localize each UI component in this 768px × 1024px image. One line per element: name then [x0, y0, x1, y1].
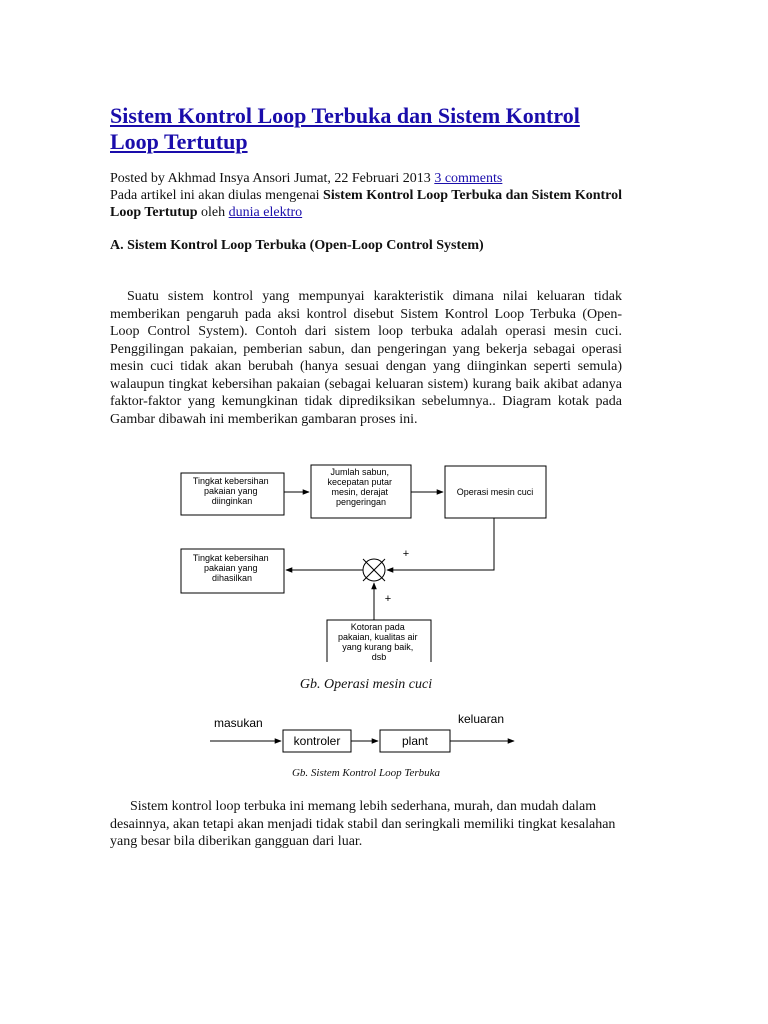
plus-sign-top: +: [402, 548, 410, 560]
arrow-operation-to-junction: [387, 518, 494, 570]
paragraph-1: Suatu sistem kontrol yang mempunyai karakteristik dimana nilai keluaran tidak memberikan pengaruh pada aksi kontrol disebut Sistem Kontrol Loop Terbuka (Open-Loop Control System). Contoh dari sistem loop terbuka adalah operasi mesin cuci. Penggilingan pakaian, pemberian sabun, dan pengeringan yang bekerja sebagai operasi mesin cuci tidak akan berubah (hanya sesuai dengan yang diinginkan seperti semula) walaupun tingkat kebersihan pakaian (sebagai keluaran sistem) kurang baik akibat adanya faktor-faktor yang kemungkinan tidak diprediksikan sebelumnya.. Diagram kotak pada Gambar dibawah ini memberikan gambaran proses ini.: [110, 289, 622, 427]
intro-prefix: Pada artikel ini akan diulas mengenai: [110, 188, 324, 203]
dunia-elektro-link[interactable]: dunia elektro: [228, 205, 303, 220]
intro-line: [110, 187, 630, 221]
box-disturbance-label: Kotoran pada pakaian, kualitas air yang kurang baik, dsb: [337, 622, 418, 662]
intro-mid: oleh: [197, 205, 229, 220]
caption-washing-machine: Gb. Operasi mesin cuci: [299, 677, 433, 692]
open-loop-diagram: [0, 707, 768, 767]
paragraph-2: Sistem kontrol loop terbuka ini memang lebih sederhana, murah, dan mudah dalam desainnya, akan tetapi akan menjadi tidak stabil dan seringkali memiliki tingkat kesalahan yang besar bila diberikan gangguan dari luar.: [110, 799, 616, 849]
box-inputs-label: Jumlah sabun, kecepatan putar mesin, derajat pengeringan: [327, 467, 393, 507]
caption-open-loop: Gb. Sistem Kontrol Loop Terbuka: [291, 767, 440, 779]
plus-sign-bottom: +: [384, 593, 392, 605]
intro-bold: Sistem Kontrol Loop Terbuka dan Sistem Kontrol Loop Tertutup: [110, 188, 623, 220]
box-operation-label: Operasi mesin cuci: [456, 487, 534, 497]
article-title[interactable]: Sistem Kontrol Loop Terbuka dan Sistem Kontrol Loop Tertutup: [110, 103, 580, 154]
plant-label: plant: [401, 734, 429, 748]
post-meta: [110, 170, 630, 221]
controller-label: kontroler: [293, 734, 341, 748]
box-result-label: Tingkat kebersihan pakaian yang dihasilkan: [192, 553, 269, 583]
washing-machine-diagram: [0, 462, 768, 662]
output-label: keluaran: [458, 712, 505, 726]
posted-by-line: [110, 170, 630, 187]
comments-link[interactable]: 3 comments: [434, 171, 503, 186]
section-a-heading: A. Sistem Kontrol Loop Terbuka (Open-Loop Control System): [110, 238, 484, 253]
posted-by: Posted by Akhmad Insya Ansori Jumat, 22 Februari 2013: [110, 171, 435, 186]
box-desired-label: Tingkat kebersihan pakaian yang diinginkan: [192, 476, 269, 506]
input-label: masukan: [214, 716, 263, 730]
